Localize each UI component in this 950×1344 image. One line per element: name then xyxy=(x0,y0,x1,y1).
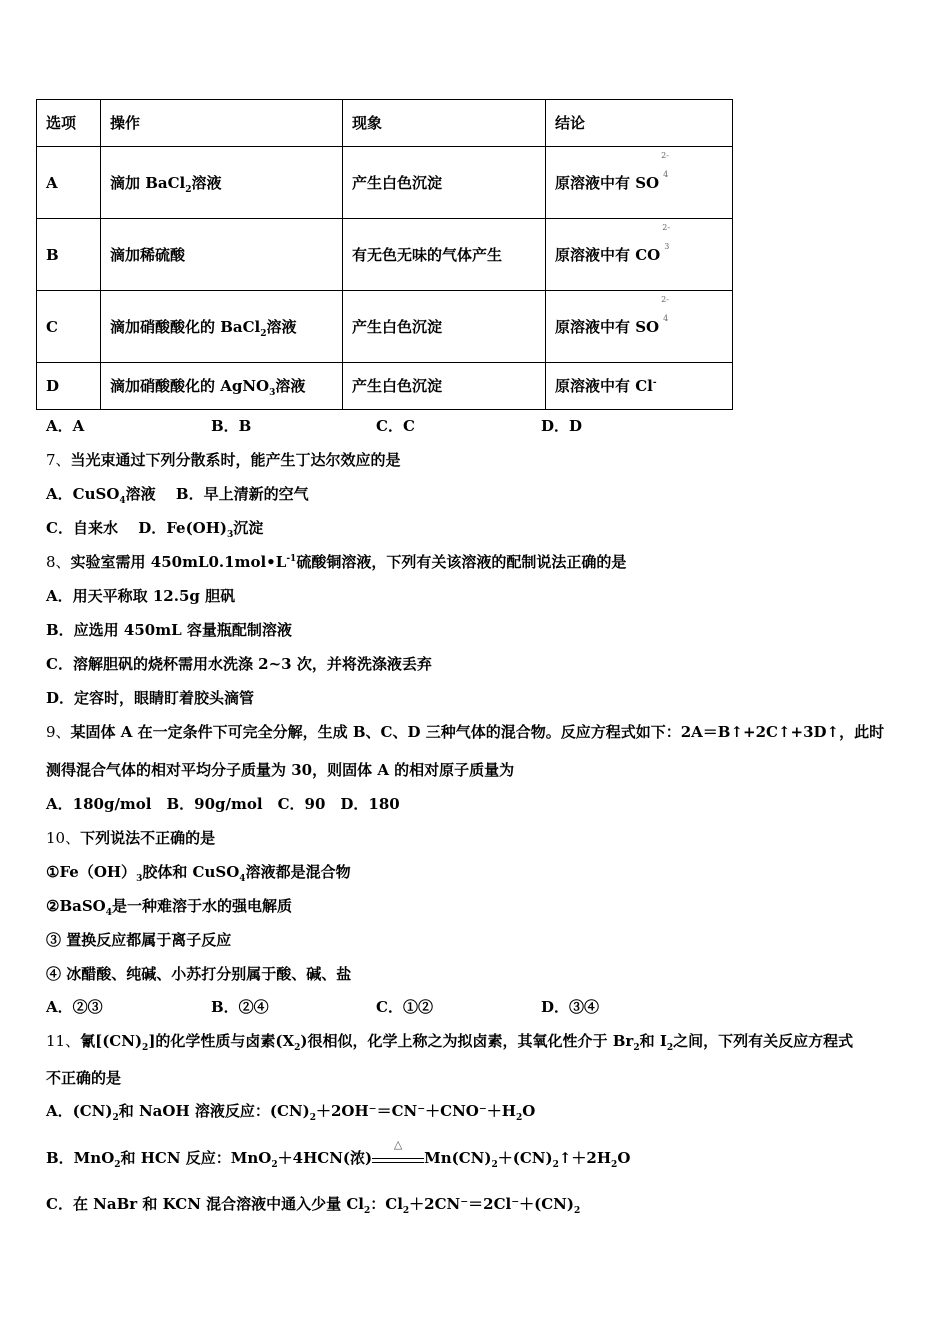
q10-answers xyxy=(46,997,599,1017)
q7-stem: 7、当光束通过下列分散系时，能产生丁达尔效应的是 xyxy=(46,451,401,469)
q9-stem-line1: 9、某固体 A 在一定条件下可完全分解，生成 B、C、D 三种气体的混合物。反应方程式如下：2A＝B↑+2C↑+3D↑，此时 xyxy=(46,723,885,741)
q6-answers xyxy=(46,416,582,436)
q10-statement-3: ③ 置换反应都属于离子反应 xyxy=(46,931,232,949)
q8-stem: 8、实验室需用 $450mL0.1mol•L^{-1}$硫酸铜溶液，下列有关该溶液的配制说法正确的是 xyxy=(46,553,627,571)
answer-option: D．③④ xyxy=(541,998,600,1016)
q9-options: A．180g/mol B．90g/mol C．90 D．180 xyxy=(46,795,400,813)
table-header-row xyxy=(37,100,733,147)
option-cell: D xyxy=(37,363,101,410)
q10-statement-2: ②BaSO$_4$是一种难溶于水的强电解质 xyxy=(46,897,293,918)
q11-option-a: A．$(CN)_2$和 NaOH 溶液反应：$(CN)_2+2OH^-=CN^-+CNO^-+H_2O$ xyxy=(46,1102,536,1123)
q8-option-d: D．定容时，眼睛盯着胶头滴管 xyxy=(46,689,255,707)
header-cell: 操作 xyxy=(101,100,343,147)
answer-option: A．②③ xyxy=(46,998,103,1016)
q7-options-cd: C．自来水 D．$Fe(OH)_3$沉淀 xyxy=(46,519,264,540)
heating-condition-sign: △ xyxy=(372,1149,424,1169)
header-cell: 选项 xyxy=(37,100,101,147)
q11-option-c: C．在 NaBr 和 KCN 混合溶液中通入少量 $Cl_2$：$Cl_2+2CN^-=2Cl^-+(CN)_2$ xyxy=(46,1195,581,1216)
q7-options-ab: A．CuSO$_4$溶液 B．早上清新的空气 xyxy=(46,485,309,506)
q10-statement-1: $①Fe(OH)_3$胶体和 CuSO$_4$溶液都是混合物 xyxy=(46,863,351,884)
phenomenon-cell: 产生白色沉淀 xyxy=(343,363,546,410)
answer-option: B．②④ xyxy=(211,998,269,1016)
q9-stem-line2: 测得混合气体的相对平均分子质量为 30，则固体 A 的相对原子质量为 xyxy=(46,761,515,779)
q10-statement-4: ④ 冰醋酸、纯碱、小苏打分别属于酸、碱、盐 xyxy=(46,965,352,983)
conclusion-cell: 原溶液中有 SO 2- 4 xyxy=(546,147,733,219)
operation-cell: 滴加硝酸酸化的 AgNO$_3$溶液 xyxy=(101,363,343,410)
q8-option-a: A．用天平称取 12.5g 胆矾 xyxy=(46,587,236,605)
q6-table xyxy=(36,99,733,410)
answer-option: B．B xyxy=(211,417,252,435)
answer-option: C．①② xyxy=(376,998,433,1016)
q11-stem-line1: 11、氰$[(CN)_2]$的化学性质与卤素$(X_2)$很相似，化学上称之为拟卤素，其氧化性介于 $Br_2$和 $I_2$之间，下列有关反应方程式 xyxy=(46,1032,854,1053)
q8-option-b: B．应选用 450mL 容量瓶配制溶液 xyxy=(46,621,292,639)
operation-cell: 滴加 BaCl$_2$溶液 xyxy=(101,147,343,219)
table-row xyxy=(37,291,733,363)
phenomenon-cell: 产生白色沉淀 xyxy=(343,291,546,363)
answer-option: C．C xyxy=(376,417,415,435)
table-row xyxy=(37,147,733,219)
conclusion-cell: 原溶液中有 CO 2- 3 xyxy=(546,219,733,291)
header-cell: 现象 xyxy=(343,100,546,147)
phenomenon-cell: 产生白色沉淀 xyxy=(343,147,546,219)
table-row xyxy=(37,363,733,410)
option-cell: A xyxy=(37,147,101,219)
operation-cell: 滴加硝酸酸化的 BaCl$_2$溶液 xyxy=(101,291,343,363)
option-cell: B xyxy=(37,219,101,291)
q8-option-c: C．溶解胆矾的烧杯需用水洗涤 2~3 次，并将洗涤液丢弃 xyxy=(46,655,432,673)
table-row xyxy=(37,219,733,291)
q10-stem: 10、下列说法不正确的是 xyxy=(46,829,216,847)
conclusion-cell: 原溶液中有 SO 2- 4 xyxy=(546,291,733,363)
conclusion-cell: 原溶液中有 Cl- xyxy=(546,363,733,410)
header-cell: 结论 xyxy=(546,100,733,147)
answer-option: A．A xyxy=(46,417,85,435)
answer-option: D．D xyxy=(541,417,583,435)
q11-stem-line2: 不正确的是 xyxy=(46,1069,122,1087)
q11-option-b: B．MnO$_2$和 HCN 反应：MnO$_2$＋4HCN(浓) △ $Mn(CN)_2+(CN)_2↑+2H_2O$ xyxy=(46,1138,631,1170)
option-cell: C xyxy=(37,291,101,363)
operation-cell: 滴加稀硫酸 xyxy=(101,219,343,291)
phenomenon-cell: 有无色无味的气体产生 xyxy=(343,219,546,291)
